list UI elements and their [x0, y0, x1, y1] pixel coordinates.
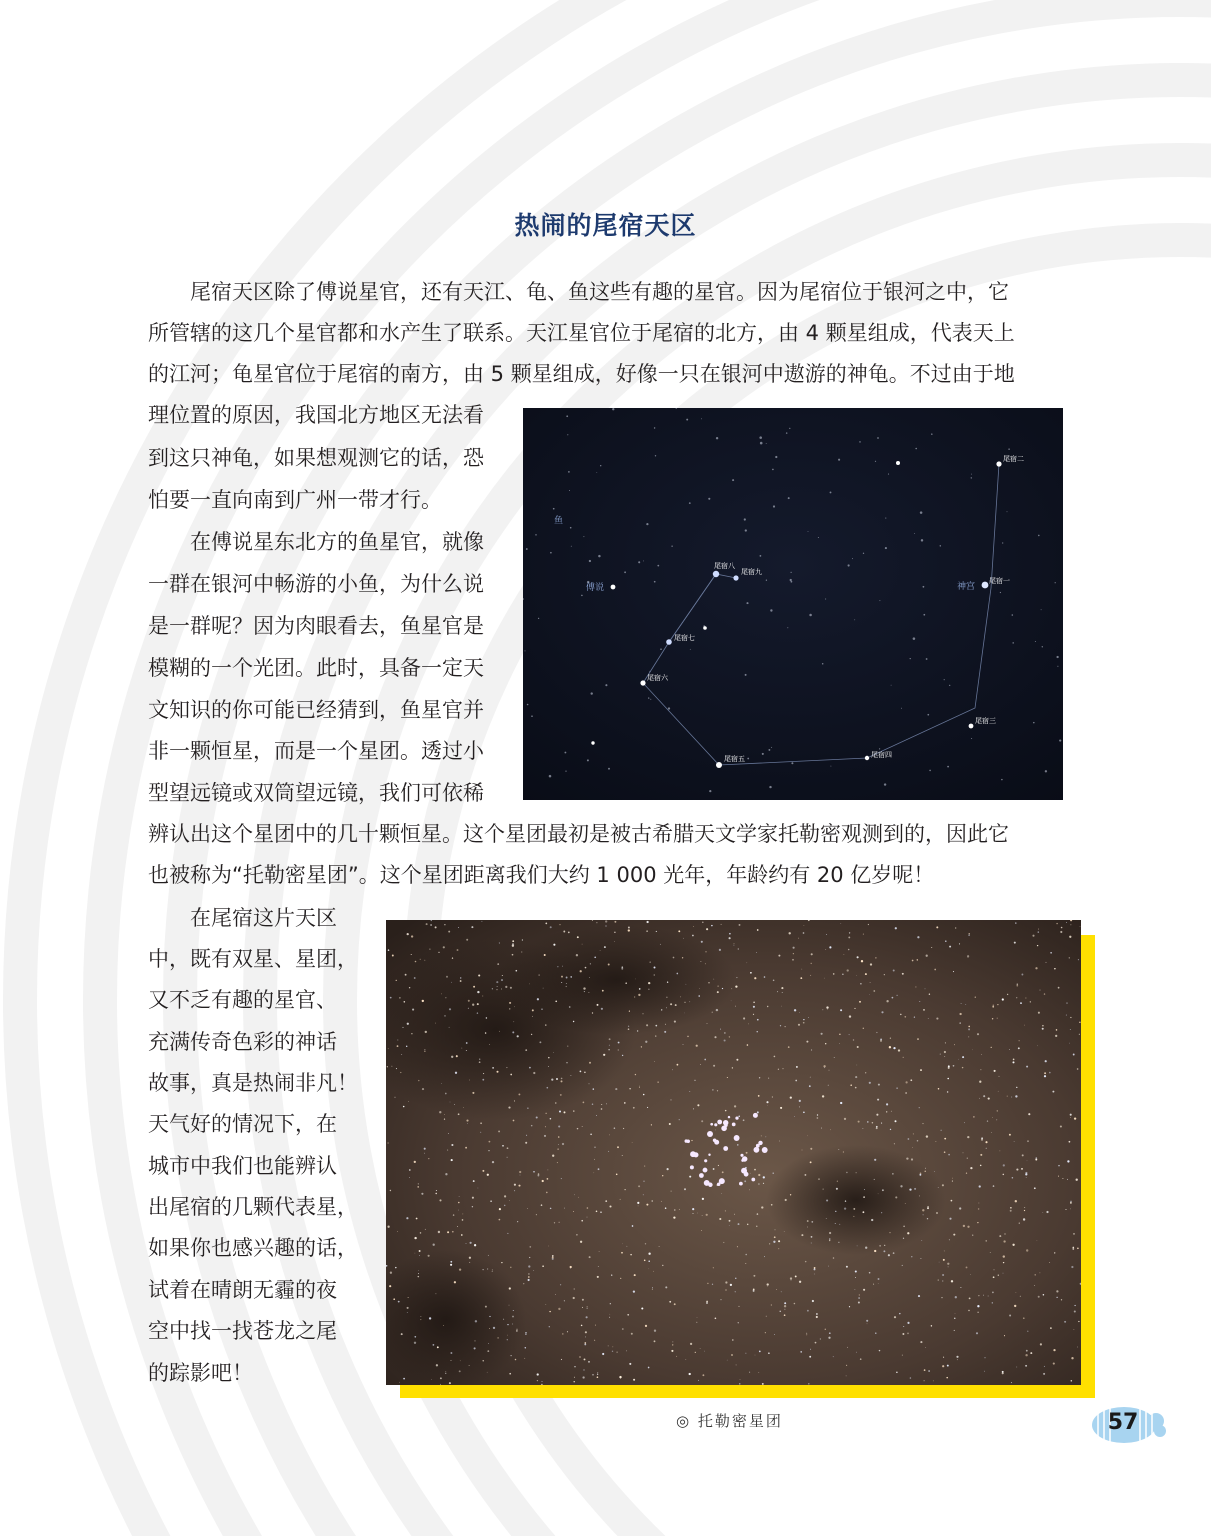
para3-line-1: 在尾宿这片天区	[190, 906, 337, 930]
para1-line-6: 怕要一直向南到广州一带才行。	[148, 488, 442, 512]
label-weisu-3: 尾宿三	[975, 718, 996, 725]
label-yu: 鱼	[554, 515, 564, 525]
photo-caption: ◎ 托勒密星团	[676, 1412, 783, 1430]
para2-line-9: 也被称为“托勒密星团”。这个星团距离我们大约 1 000 光年，年龄约有 20 亿岁呢！	[148, 863, 935, 887]
para3-line-7: 城市中我们也能辨认	[148, 1154, 337, 1178]
para3-line-9: 如果你也感兴趣的话，	[148, 1236, 358, 1260]
para2-line-8: 辨认出这个星团中的几十颗恒星。这个星团最初是被古希腊天文学家托勒密观测到的，因此它	[148, 822, 1009, 846]
label-weisu-7: 尾宿七	[674, 635, 695, 642]
page-number: 57	[1107, 1410, 1139, 1435]
label-weisu-2: 尾宿二	[1003, 456, 1024, 463]
para3-line-4: 充满传奇色彩的神话	[148, 1030, 337, 1054]
para2-line-5: 文知识的你可能已经猜到，鱼星官并	[148, 698, 484, 722]
para1-line-5: 到这只神龟，如果想观测它的话，恐	[148, 446, 484, 470]
label-weisu-1: 尾宿一	[989, 578, 1010, 585]
para2-line-2: 一群在银河中畅游的小鱼，为什么说	[148, 572, 484, 596]
para3-line-8: 出尾宿的几颗代表星，	[148, 1195, 358, 1219]
para3-line-11: 空中找一找苍龙之尾	[148, 1319, 337, 1343]
para1-line-2: 所管辖的这几个星官都和水产生了联系。天江星官位于尾宿的北方，由 4 颗星组成，代表天上	[148, 321, 1015, 345]
label-weisu-6: 尾宿六	[647, 675, 668, 682]
label-shengong: 神宫	[957, 581, 976, 591]
para1-line-1: 尾宿天区除了傅说星官，还有天江、龟、鱼这些有趣的星官。因为尾宿位于银河之中，它	[190, 280, 1009, 304]
label-weisu-4: 尾宿四	[871, 752, 892, 759]
para3-line-3: 又不乏有趣的星官、	[148, 988, 337, 1012]
star-map-image	[523, 408, 1063, 800]
para3-line-5: 故事，真是热闹非凡！	[148, 1071, 358, 1095]
para2-line-6: 非一颗恒星，而是一个星团。透过小	[148, 739, 484, 763]
para1-line-3: 的江河；龟星官位于尾宿的南方，由 5 颗星组成，好像一只在银河中遨游的神龟。不过由于地	[148, 362, 1015, 386]
para2-line-4: 模糊的一个光团。此时，具备一定天	[148, 656, 484, 680]
label-fuyue: 傅说	[586, 582, 605, 592]
para3-line-12: 的踪影吧！	[148, 1361, 253, 1385]
para2-line-7: 型望远镜或双筒望远镜，我们可依稀	[148, 781, 484, 805]
para2-line-1: 在傅说星东北方的鱼星官，就像	[190, 530, 484, 554]
para3-line-6: 天气好的情况下，在	[148, 1112, 337, 1136]
label-weisu-8: 尾宿八	[714, 563, 735, 570]
para2-line-3: 是一群呢？因为肉眼看去，鱼星官是	[148, 614, 484, 638]
para3-line-10: 试着在晴朗无霾的夜	[148, 1278, 337, 1302]
ptolemy-cluster-photo	[386, 920, 1081, 1385]
para3-line-2: 中，既有双星、星团，	[148, 947, 358, 971]
page-title: 热闹的尾宿天区	[514, 211, 697, 240]
label-weisu-9: 尾宿九	[741, 569, 762, 576]
label-weisu-5: 尾宿五	[724, 756, 745, 763]
para1-line-4: 理位置的原因，我国北方地区无法看	[148, 403, 484, 427]
